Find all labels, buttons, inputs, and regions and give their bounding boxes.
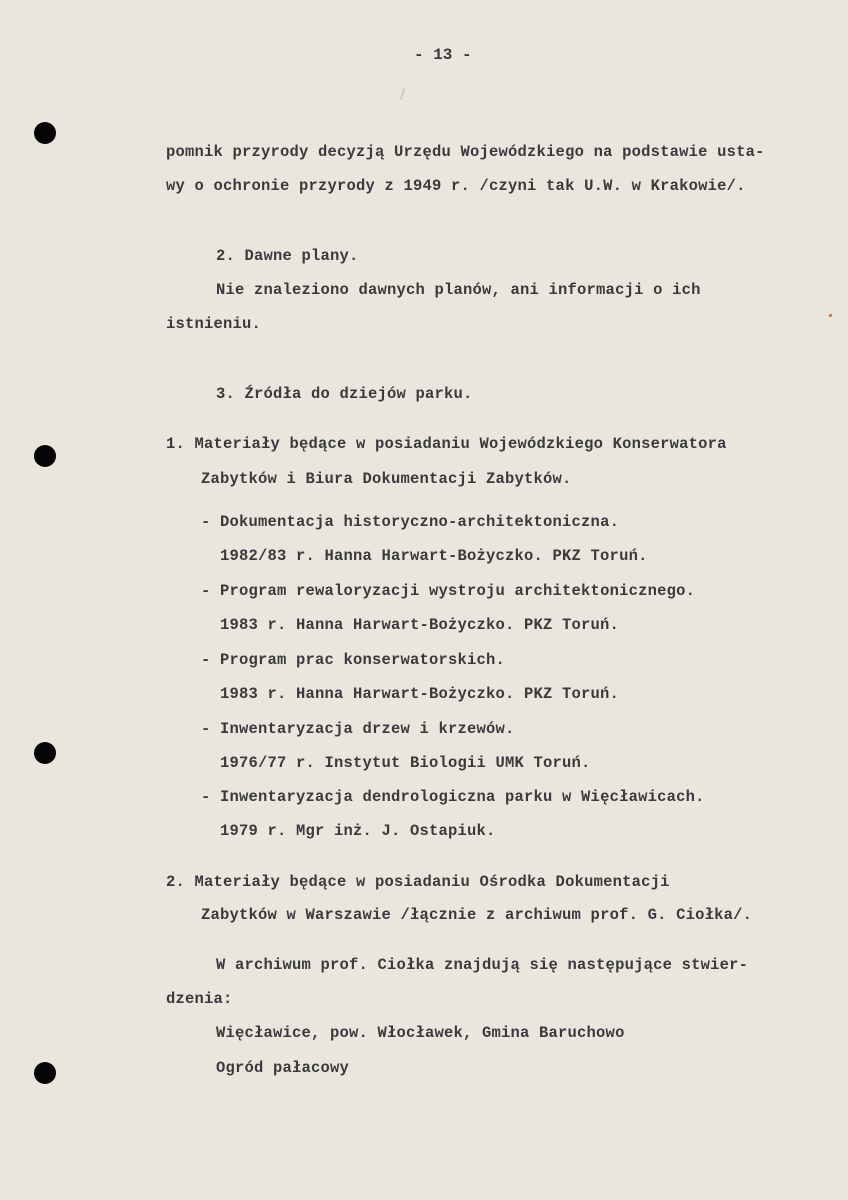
archive-location: Więcławice, pow. Włocławek, Gmina Baruchowo — [216, 1024, 625, 1042]
page-number: - 13 - — [414, 46, 472, 64]
list-item-title: - Program prac konserwatorskich. — [201, 651, 506, 669]
section-2-text-line-2: istnieniu. — [166, 315, 262, 333]
list-2-line-1: 2. Materiały będące w posiadaniu Ośrodka Dokumentacji — [166, 873, 670, 891]
punch-hole — [34, 1062, 56, 1084]
list-item-title: - Dokumentacja historyczno-architektoniczna. — [201, 513, 620, 531]
paper-speck — [829, 314, 832, 317]
section-3-heading: 3. Źródła do dziejów parku. — [216, 385, 473, 403]
list-item-detail: 1982/83 r. Hanna Harwart-Bożyczko. PKZ Toruń. — [220, 547, 648, 565]
list-item-detail: 1983 r. Hanna Harwart-Bożyczko. PKZ Toruń. — [220, 616, 620, 634]
archive-object: Ogród pałacowy — [216, 1059, 350, 1077]
paper-mark — [400, 88, 405, 100]
archive-line-2: dzenia: — [166, 990, 233, 1008]
list-1-line-1: 1. Materiały będące w posiadaniu Wojewódzkiego Konserwatora — [166, 435, 727, 453]
section-2-heading: 2. Dawne plany. — [216, 247, 359, 265]
intro-line-2: wy o ochronie przyrody z 1949 r. /czyni tak U.W. w Krakowie/. — [166, 177, 746, 195]
list-item-title: - Program rewaloryzacji wystroju architektonicznego. — [201, 582, 696, 600]
intro-line-1: pomnik przyrody decyzją Urzędu Wojewódzkiego na podstawie usta- — [166, 143, 765, 161]
punch-hole — [34, 122, 56, 144]
list-item-detail: 1979 r. Mgr inż. J. Ostapiuk. — [220, 822, 496, 840]
punch-hole — [34, 445, 56, 467]
archive-line-1: W archiwum prof. Ciołka znajdują się następujące stwier- — [216, 956, 749, 974]
list-item-title: - Inwentaryzacja dendrologiczna parku w Więcławicach. — [201, 788, 705, 806]
section-2-text-line-1: Nie znaleziono dawnych planów, ani informacji o ich — [216, 281, 701, 299]
list-2-line-2: Zabytków w Warszawie /łącznie z archiwum prof. G. Ciołka/. — [201, 906, 753, 924]
list-item-detail: 1976/77 r. Instytut Biologii UMK Toruń. — [220, 754, 591, 772]
list-item-detail: 1983 r. Hanna Harwart-Bożyczko. PKZ Toruń. — [220, 685, 620, 703]
punch-hole — [34, 742, 56, 764]
list-1-line-2: Zabytków i Biura Dokumentacji Zabytków. — [201, 470, 572, 488]
list-item-title: - Inwentaryzacja drzew i krzewów. — [201, 720, 515, 738]
